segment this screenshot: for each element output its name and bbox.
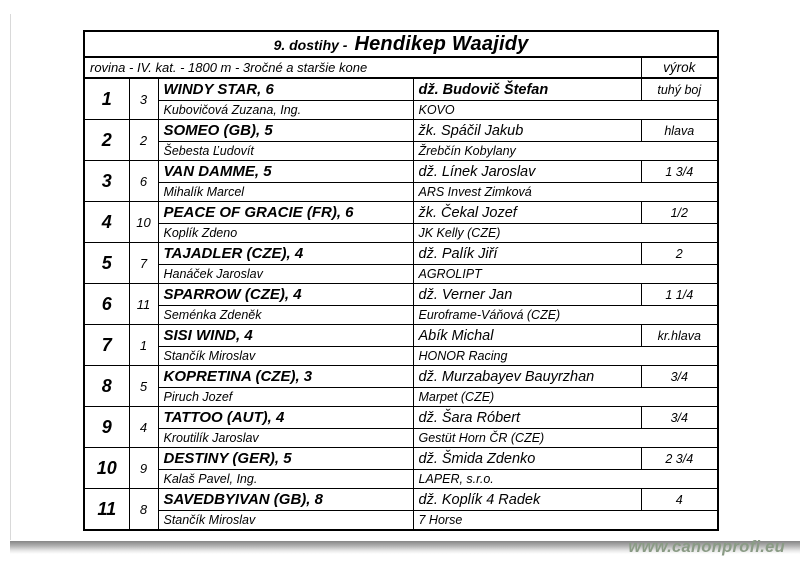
- trainer-name: Kubovičová Zuzana, Ing.: [158, 101, 413, 120]
- finish-position: 8: [84, 366, 129, 407]
- owner-name: Gestüt Horn ČR (CZE): [413, 429, 718, 448]
- finish-position: 4: [84, 202, 129, 243]
- finish-position: 11: [84, 489, 129, 531]
- start-number: 1: [129, 325, 158, 366]
- verdict-value: 2: [641, 243, 718, 265]
- entry-row-main: [84, 448, 718, 470]
- start-number: 5: [129, 366, 158, 407]
- finish-position: 7: [84, 325, 129, 366]
- finish-position: 9: [84, 407, 129, 448]
- finish-position: 6: [84, 284, 129, 325]
- entry-row-main: [84, 161, 718, 183]
- jockey-name: dž. Šmida Zdenko: [413, 448, 641, 470]
- trainer-name: Stančík Miroslav: [158, 511, 413, 531]
- entry-row-detail: [84, 183, 718, 202]
- entry-row-main: [84, 325, 718, 347]
- entry-row-detail: [84, 388, 718, 407]
- start-number: 10: [129, 202, 158, 243]
- entry-row-main: [84, 407, 718, 429]
- owner-name: 7 Horse: [413, 511, 718, 531]
- jockey-name: žk. Spáčil Jakub: [413, 120, 641, 142]
- start-number: 6: [129, 161, 158, 202]
- entry-row-detail: [84, 429, 718, 448]
- entry-row-main: [84, 202, 718, 224]
- horse-name: SPARROW (CZE), 4: [158, 284, 413, 306]
- start-number: 11: [129, 284, 158, 325]
- jockey-name: žk. Čekal Jozef: [413, 202, 641, 224]
- entry-row-detail: [84, 306, 718, 325]
- verdict-value: kr.hlava: [641, 325, 718, 347]
- jockey-name: dž. Šara Róbert: [413, 407, 641, 429]
- jockey-name: dž. Verner Jan: [413, 284, 641, 306]
- horse-name: SAVEDBYIVAN (GB), 8: [158, 489, 413, 511]
- trainer-name: Kroutilík Jaroslav: [158, 429, 413, 448]
- owner-name: Marpet (CZE): [413, 388, 718, 407]
- verdict-value: 2 3/4: [641, 448, 718, 470]
- finish-position: 5: [84, 243, 129, 284]
- horse-name: TATTOO (AUT), 4: [158, 407, 413, 429]
- owner-name: AGROLIPT: [413, 265, 718, 284]
- horse-name: SOMEO (GB), 5: [158, 120, 413, 142]
- finish-position: 1: [84, 78, 129, 120]
- watermark-text: www.canonprofi.eu: [628, 538, 785, 556]
- entry-row-main: [84, 78, 718, 101]
- horse-name: DESTINY (GER), 5: [158, 448, 413, 470]
- trainer-name: Piruch Jozef: [158, 388, 413, 407]
- start-number: 3: [129, 78, 158, 120]
- owner-name: HONOR Racing: [413, 347, 718, 366]
- verdict-value: 4: [641, 489, 718, 511]
- entry-row-main: [84, 120, 718, 142]
- verdict-value: hlava: [641, 120, 718, 142]
- start-number: 8: [129, 489, 158, 531]
- title-row: [84, 31, 718, 57]
- race-number-label: 9. dostihy -: [273, 36, 348, 53]
- jockey-name: dž. Koplík 4 Radek: [413, 489, 641, 511]
- page-edge-line: [10, 14, 11, 540]
- finish-position: 3: [84, 161, 129, 202]
- jockey-name: dž. Budovič Štefan: [413, 78, 641, 101]
- owner-name: Euroframe-Váňová (CZE): [413, 306, 718, 325]
- trainer-name: Kalaš Pavel, Ing.: [158, 470, 413, 489]
- trainer-name: Koplík Zdeno: [158, 224, 413, 243]
- verdict-value: 1/2: [641, 202, 718, 224]
- trainer-name: Šebesta Ľudovít: [158, 142, 413, 161]
- finish-position: 10: [84, 448, 129, 489]
- start-number: 7: [129, 243, 158, 284]
- jockey-name: dž. Palík Jiří: [413, 243, 641, 265]
- horse-name: KOPRETINA (CZE), 3: [158, 366, 413, 388]
- entry-row-detail: [84, 347, 718, 366]
- horse-name: WINDY STAR, 6: [158, 78, 413, 101]
- verdict-value: 3/4: [641, 407, 718, 429]
- entry-row-main: [84, 243, 718, 265]
- race-conditions: rovina - IV. kat. - 1800 m - 3ročné a staršie kone: [84, 57, 641, 78]
- entry-row-main: [84, 284, 718, 306]
- race-title: [84, 31, 718, 57]
- owner-name: ARS Invest Zimková: [413, 183, 718, 202]
- entry-row-detail: [84, 224, 718, 243]
- jockey-name: dž. Línek Jaroslav: [413, 161, 641, 183]
- race-name-label: Hendikep Waajidy: [354, 32, 529, 55]
- verdict-value: 3/4: [641, 366, 718, 388]
- verdict-value: tuhý boj: [641, 78, 718, 101]
- horse-name: TAJADLER (CZE), 4: [158, 243, 413, 265]
- owner-name: JK Kelly (CZE): [413, 224, 718, 243]
- start-number: 2: [129, 120, 158, 161]
- horse-name: VAN DAMME, 5: [158, 161, 413, 183]
- verdict-value: 1 3/4: [641, 161, 718, 183]
- verdict-column-header: výrok: [641, 57, 718, 78]
- jockey-name: Abík Michal: [413, 325, 641, 347]
- entry-row-detail: [84, 101, 718, 120]
- finish-position: 2: [84, 120, 129, 161]
- horse-name: PEACE OF GRACIE (FR), 6: [158, 202, 413, 224]
- trainer-name: Seménka Zdeněk: [158, 306, 413, 325]
- entry-row-main: [84, 366, 718, 388]
- entry-row-detail: [84, 265, 718, 284]
- jockey-name: dž. Murzabayev Bauyrzhan: [413, 366, 641, 388]
- horse-name: SISI WIND, 4: [158, 325, 413, 347]
- entry-row-main: [84, 489, 718, 511]
- conditions-row: [84, 57, 718, 78]
- owner-name: Žrebčín Kobylany: [413, 142, 718, 161]
- entry-row-detail: [84, 511, 718, 531]
- start-number: 4: [129, 407, 158, 448]
- race-results-table: [83, 30, 719, 531]
- owner-name: KOVO: [413, 101, 718, 120]
- start-number: 9: [129, 448, 158, 489]
- entry-row-detail: [84, 142, 718, 161]
- verdict-value: 1 1/4: [641, 284, 718, 306]
- entry-row-detail: [84, 470, 718, 489]
- owner-name: LAPER, s.r.o.: [413, 470, 718, 489]
- trainer-name: Mihalík Marcel: [158, 183, 413, 202]
- trainer-name: Hanáček Jaroslav: [158, 265, 413, 284]
- trainer-name: Stančík Miroslav: [158, 347, 413, 366]
